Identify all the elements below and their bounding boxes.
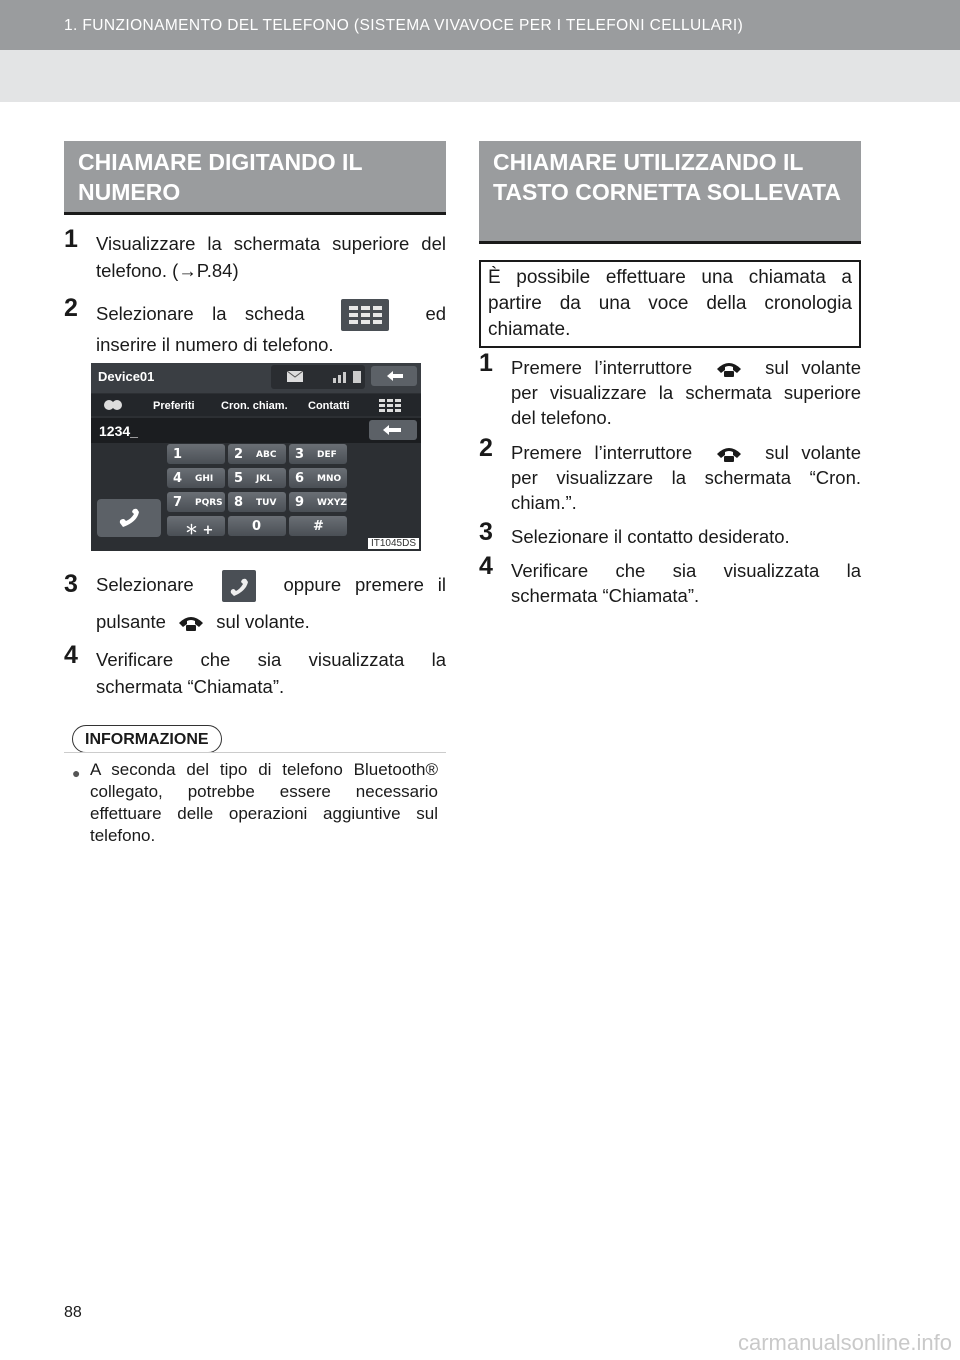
- info-divider: [64, 752, 446, 753]
- right-step-1: [479, 349, 861, 430]
- key-6[interactable]: 6 MNO: [289, 468, 347, 488]
- left-step-4: [64, 641, 446, 700]
- delete-arrow-icon[interactable]: [381, 424, 403, 436]
- key-4[interactable]: 4 GHI: [167, 468, 225, 488]
- step-number: 1: [64, 225, 78, 253]
- info-text: [72, 759, 438, 847]
- key-hash[interactable]: #: [289, 516, 347, 536]
- step-number: 4: [64, 641, 78, 669]
- tab-contatti[interactable]: Contatti: [308, 400, 350, 412]
- section-heading-left: CHIAMARE DIGITANDO IL NUMERO: [64, 141, 446, 215]
- header-subbar: [0, 50, 960, 102]
- left-step-2: [64, 294, 447, 358]
- step-text: Selezionare il contatto desiderato.: [511, 526, 790, 547]
- phone-screen-figure: [91, 363, 421, 551]
- signal-battery-icon: [327, 370, 363, 384]
- handset-switch-icon: [715, 445, 743, 463]
- step-text: Verificare che sia visualizzata la schermata “Chiamata”.: [511, 560, 861, 606]
- device-name: Device01: [98, 369, 155, 384]
- message-icon: [287, 371, 303, 382]
- step-text: oppure premere il pulsante: [96, 574, 447, 632]
- info-badge: INFORMAZIONE: [72, 725, 222, 753]
- key-3[interactable]: 3 DEF: [289, 444, 347, 464]
- section-heading-right: CHIAMARE UTILIZZANDO IL TASTO CORNETTA SOLLEVATA: [479, 141, 861, 244]
- figure-code: IT1045DS: [368, 538, 419, 549]
- info-body: A seconda del tipo di telefono Bluetooth® collegato, potrebbe essere necessario effettuare delle operazioni aggiuntive sul telefono.: [90, 760, 438, 845]
- step-number: 1: [479, 349, 493, 377]
- header-bar: [0, 0, 960, 50]
- tab-cron-chiam[interactable]: Cron. chiam.: [221, 400, 288, 412]
- key-1[interactable]: 1: [167, 444, 225, 464]
- key-7[interactable]: 7 PQRS: [167, 492, 225, 512]
- settings-gear-icon[interactable]: [101, 399, 125, 411]
- back-arrow-icon[interactable]: [383, 369, 407, 383]
- right-step-4: [479, 552, 861, 608]
- handset-switch-icon: [177, 614, 205, 632]
- handset-switch-icon: [715, 360, 743, 378]
- step-text: sul volante per visualizzare la schermata superiore del telefono.: [511, 357, 861, 428]
- header-title: 1. FUNZIONAMENTO DEL TELEFONO (SISTEMA VIVAVOCE PER I TELEFONI CELLULARI): [64, 17, 744, 34]
- key-8[interactable]: 8 TUV: [228, 492, 286, 512]
- step-text: Premere l’interruttore: [511, 442, 693, 463]
- step-number: 2: [479, 434, 493, 462]
- step-text: sul volante.: [216, 611, 310, 632]
- right-step-3: [479, 518, 861, 549]
- call-handset-icon[interactable]: [117, 507, 141, 529]
- right-step-2: [479, 434, 861, 515]
- step-text: sul volante per visualizzare la schermata “Cron. chiam.”.: [511, 442, 861, 513]
- call-button-icon: [222, 570, 256, 602]
- step-text: ed inserire il numero di telefono.: [96, 302, 447, 355]
- step-text: Selezionare: [96, 574, 194, 595]
- page-number: 88: [64, 1304, 82, 1321]
- keypad-tab-icon: [341, 299, 389, 331]
- key-star-plus[interactable]: ＊ +: [167, 516, 225, 536]
- step-number: 4: [479, 552, 493, 580]
- step-number: 3: [64, 570, 78, 598]
- note-box: È possibile effettuare una chiamata a partire da una voce della cronologia chiamate.: [479, 260, 861, 348]
- step-text: Verificare che sia visualizzata la schermata “Chiamata”.: [96, 649, 446, 697]
- step-text: Premere l’interruttore: [511, 357, 693, 378]
- bullet-icon: ●: [72, 765, 81, 781]
- key-9[interactable]: 9 WXYZ: [289, 492, 347, 512]
- keypad-tab-icon[interactable]: [379, 399, 401, 413]
- left-step-1: [64, 225, 446, 284]
- left-step-3: [64, 566, 446, 640]
- watermark: carmanualsonline.info: [737, 1330, 952, 1355]
- key-0[interactable]: 0: [228, 516, 286, 536]
- key-5[interactable]: 5 JKL: [228, 468, 286, 488]
- step-number: 2: [64, 294, 78, 322]
- step-text: Selezionare la scheda: [96, 302, 305, 324]
- key-2[interactable]: 2 ABC: [228, 444, 286, 464]
- dialed-number: 1234_: [99, 423, 138, 439]
- step-number: 3: [479, 518, 493, 546]
- tab-preferiti[interactable]: Preferiti: [153, 400, 195, 412]
- step-text: Visualizzare la schermata superiore del telefono. (→P.84): [96, 233, 446, 281]
